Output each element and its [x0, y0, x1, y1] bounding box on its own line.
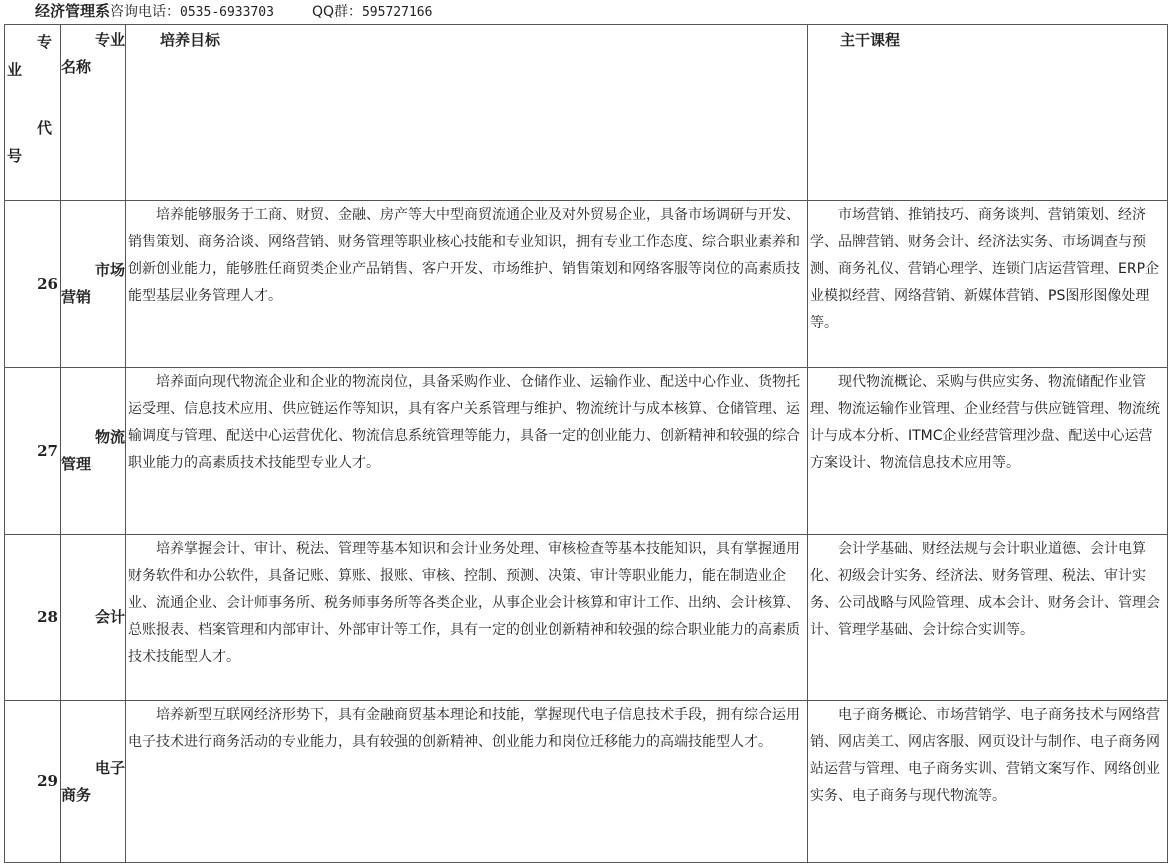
table-row [5, 368, 1168, 535]
header-code-char: 专 [37, 33, 53, 51]
department-title: 经济管理系 [35, 2, 111, 20]
major-name [61, 201, 126, 368]
header-main-courses: 主干课程 [808, 25, 1168, 201]
major-name-line1: 电子 [94, 758, 125, 777]
major-code: 29 [5, 701, 61, 863]
major-name-line1: 会计 [94, 608, 125, 626]
major-name-line2: 商务 [61, 785, 92, 804]
header-major-name [61, 25, 126, 201]
major-name-line1: 物流 [94, 428, 125, 446]
header-code-char: 号 [7, 147, 23, 165]
major-name [61, 701, 126, 863]
qq-number: 595727166 [361, 5, 433, 20]
table-row [5, 535, 1168, 701]
header-name-line2: 名称 [61, 58, 92, 76]
main-courses: 现代物流概论、采购与供应实务、物流储配作业管理、物流运输作业管理、企业经营与供应链管理、物流统计与成本分析、ITMC企业经营管理沙盘、配送中心运营方案设计、物流信息技术应用等。 [808, 368, 1168, 535]
table-row [5, 201, 1168, 368]
phone-number: 0535-6933703 [180, 5, 274, 20]
major-name-line2: 营销 [61, 288, 92, 306]
majors-table [4, 24, 1168, 863]
major-name-line2: 管理 [61, 455, 92, 473]
training-goal: 培养面向现代物流企业和企业的物流岗位，具备采购作业、仓储作业、运输作业、配送中心作业、货物托运受理、信息技术应用、供应链运作等知识，具有客户关系管理与维护、物流统计与成本核算、仓储管理、运输调度与管理、配送中心运营优化、物流信息系统管理等能力，具备一定的创业能力、创新精神和较强的综合职业能力的高素质技术技能型专业人才。 [126, 368, 808, 535]
header-line [35, 0, 432, 22]
major-code: 28 [5, 535, 61, 701]
header-major-code [5, 25, 61, 201]
table-header-row [5, 25, 1168, 201]
header-name-line1: 专业 [94, 31, 125, 49]
major-name [61, 535, 126, 701]
main-courses: 电子商务概论、市场营销学、电子商务技术与网络营销、网店美工、网店客服、网页设计与制作、电子商务网站运营与管理、电子商务实训、营销文案写作、网络创业实务、电子商务与现代物流等。 [808, 701, 1168, 863]
header-code-char: 代 [37, 119, 53, 137]
major-name-line1: 市场 [94, 261, 125, 279]
major-code: 27 [5, 368, 61, 535]
main-courses: 会计学基础、财经法规与会计职业道德、会计电算化、初级会计实务、经济法、财务管理、税法、审计实务、公司战略与风险管理、成本会计、财务会计、管理会计、管理学基础、会计综合实训等。 [808, 535, 1168, 701]
phone-label: 咨询电话： [110, 4, 181, 20]
table-row [5, 701, 1168, 863]
training-goal: 培养掌握会计、审计、税法、管理等基本知识和会计业务处理、审核检查等基本技能知识，具有掌握通用财务软件和办公软件，具备记账、算账、报账、审核、控制、预测、决策、审计等职业能力，能在制造业企业、流通企业、会计师事务所、税务师事务所等各类企业，从事企业会计核算和审计工作、出纳、会计核算、总账报表、档案管理和内部审计、外部审计等工作，具有一定的创业创新精神和较强的综合职业能力的高素质技术技能型人才。 [126, 535, 808, 701]
major-name [61, 368, 126, 535]
qq-label: QQ群： [311, 4, 362, 20]
header-code-char: 业 [7, 61, 23, 79]
training-goal: 培养能够服务于工商、财贸、金融、房产等大中型商贸流通企业及对外贸易企业，具备市场调研与开发、销售策划、商务洽谈、网络营销、财务管理等职业核心技能和专业知识，拥有专业工作态度、综合职业素养和创新创业能力，能够胜任商贸类企业产品销售、客户开发、市场维护、销售策划和网络客服等岗位的高素质技能型基层业务管理人才。 [126, 201, 808, 368]
major-code: 26 [5, 201, 61, 368]
training-goal: 培养新型互联网经济形势下，具有金融商贸基本理论和技能，掌握现代电子信息技术手段，拥有综合运用电子技术进行商务活动的专业能力，具有较强的创新精神、创业能力和岗位迁移能力的高端技能型人才。 [126, 701, 808, 863]
main-courses: 市场营销、推销技巧、商务谈判、营销策划、经济学、品牌营销、财务会计、经济法实务、市场调查与预测、商务礼仪、营销心理学、连锁门店运营管理、ERP企业模拟经营、网络营销、新媒体营销、PS图形图像处理等。 [808, 201, 1168, 368]
header-training-goal: 培养目标 [126, 25, 808, 201]
